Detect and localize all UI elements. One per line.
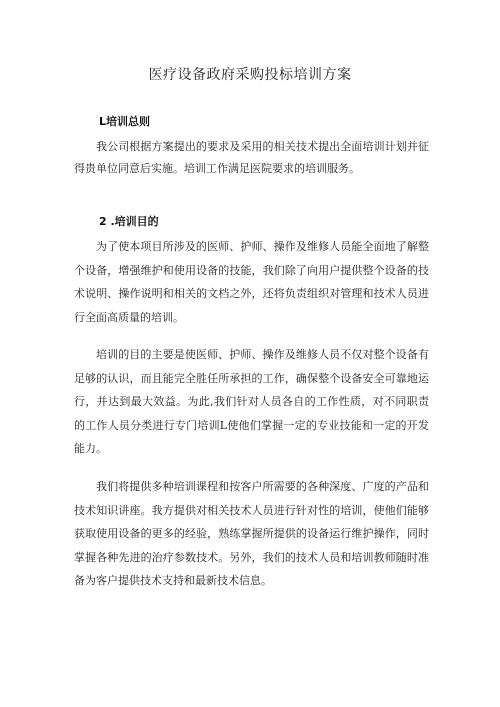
paragraph-purpose-3: 我们将提供多种培训课程和按客户所需要的各种深度、广度的产品和技术知识讲座。我方提供对相关技术人员进行针对性的培训，使他们能够获取使用设备的更多的经验，熟练掌握所提供的设备运行维护操作，同时掌握各种先进的治疗参数技术。另外，我们的技术人员和培训教师随时准备为客户提供技术支持和最新技术信息。 (74, 480, 429, 588)
document-title: 医疗设备政府采购投标培训方案 (148, 67, 352, 83)
paragraph-purpose-1: 为了使本项目所涉及的医师、护师、操作及维修人员能全面地了解整个设备，增强维护和使用设备的技能，我们除了向用户提供整个设备的技术说明、操作说明和相关的文档之外，还将负责组织对管理和技术人员进行全面高质量的培训。 (74, 240, 429, 324)
paragraph-general: 我公司根据方案提出的要求及采用的相关技术提出全面培训计划并征得贵单位同意后实施。培训工作满足医院要求的培训服务。 (74, 140, 429, 175)
section-heading-general: L培训总则 (99, 115, 151, 128)
section-heading-purpose: 2 .培训目的 (99, 215, 159, 228)
paragraph-purpose-2: 培训的目的主要是使医师、护师、操作及维修人员不仅对整个设备有足够的认识，而且能完全胜任所承担的工作，确保整个设备安全可靠地运行，并达到最大效益。为此,我们针对人员各自的工作性质，对不同职责的工作人员分类进行专门培训L使他们掌握一定的专业技能和一定的开发能力。 (74, 348, 429, 456)
